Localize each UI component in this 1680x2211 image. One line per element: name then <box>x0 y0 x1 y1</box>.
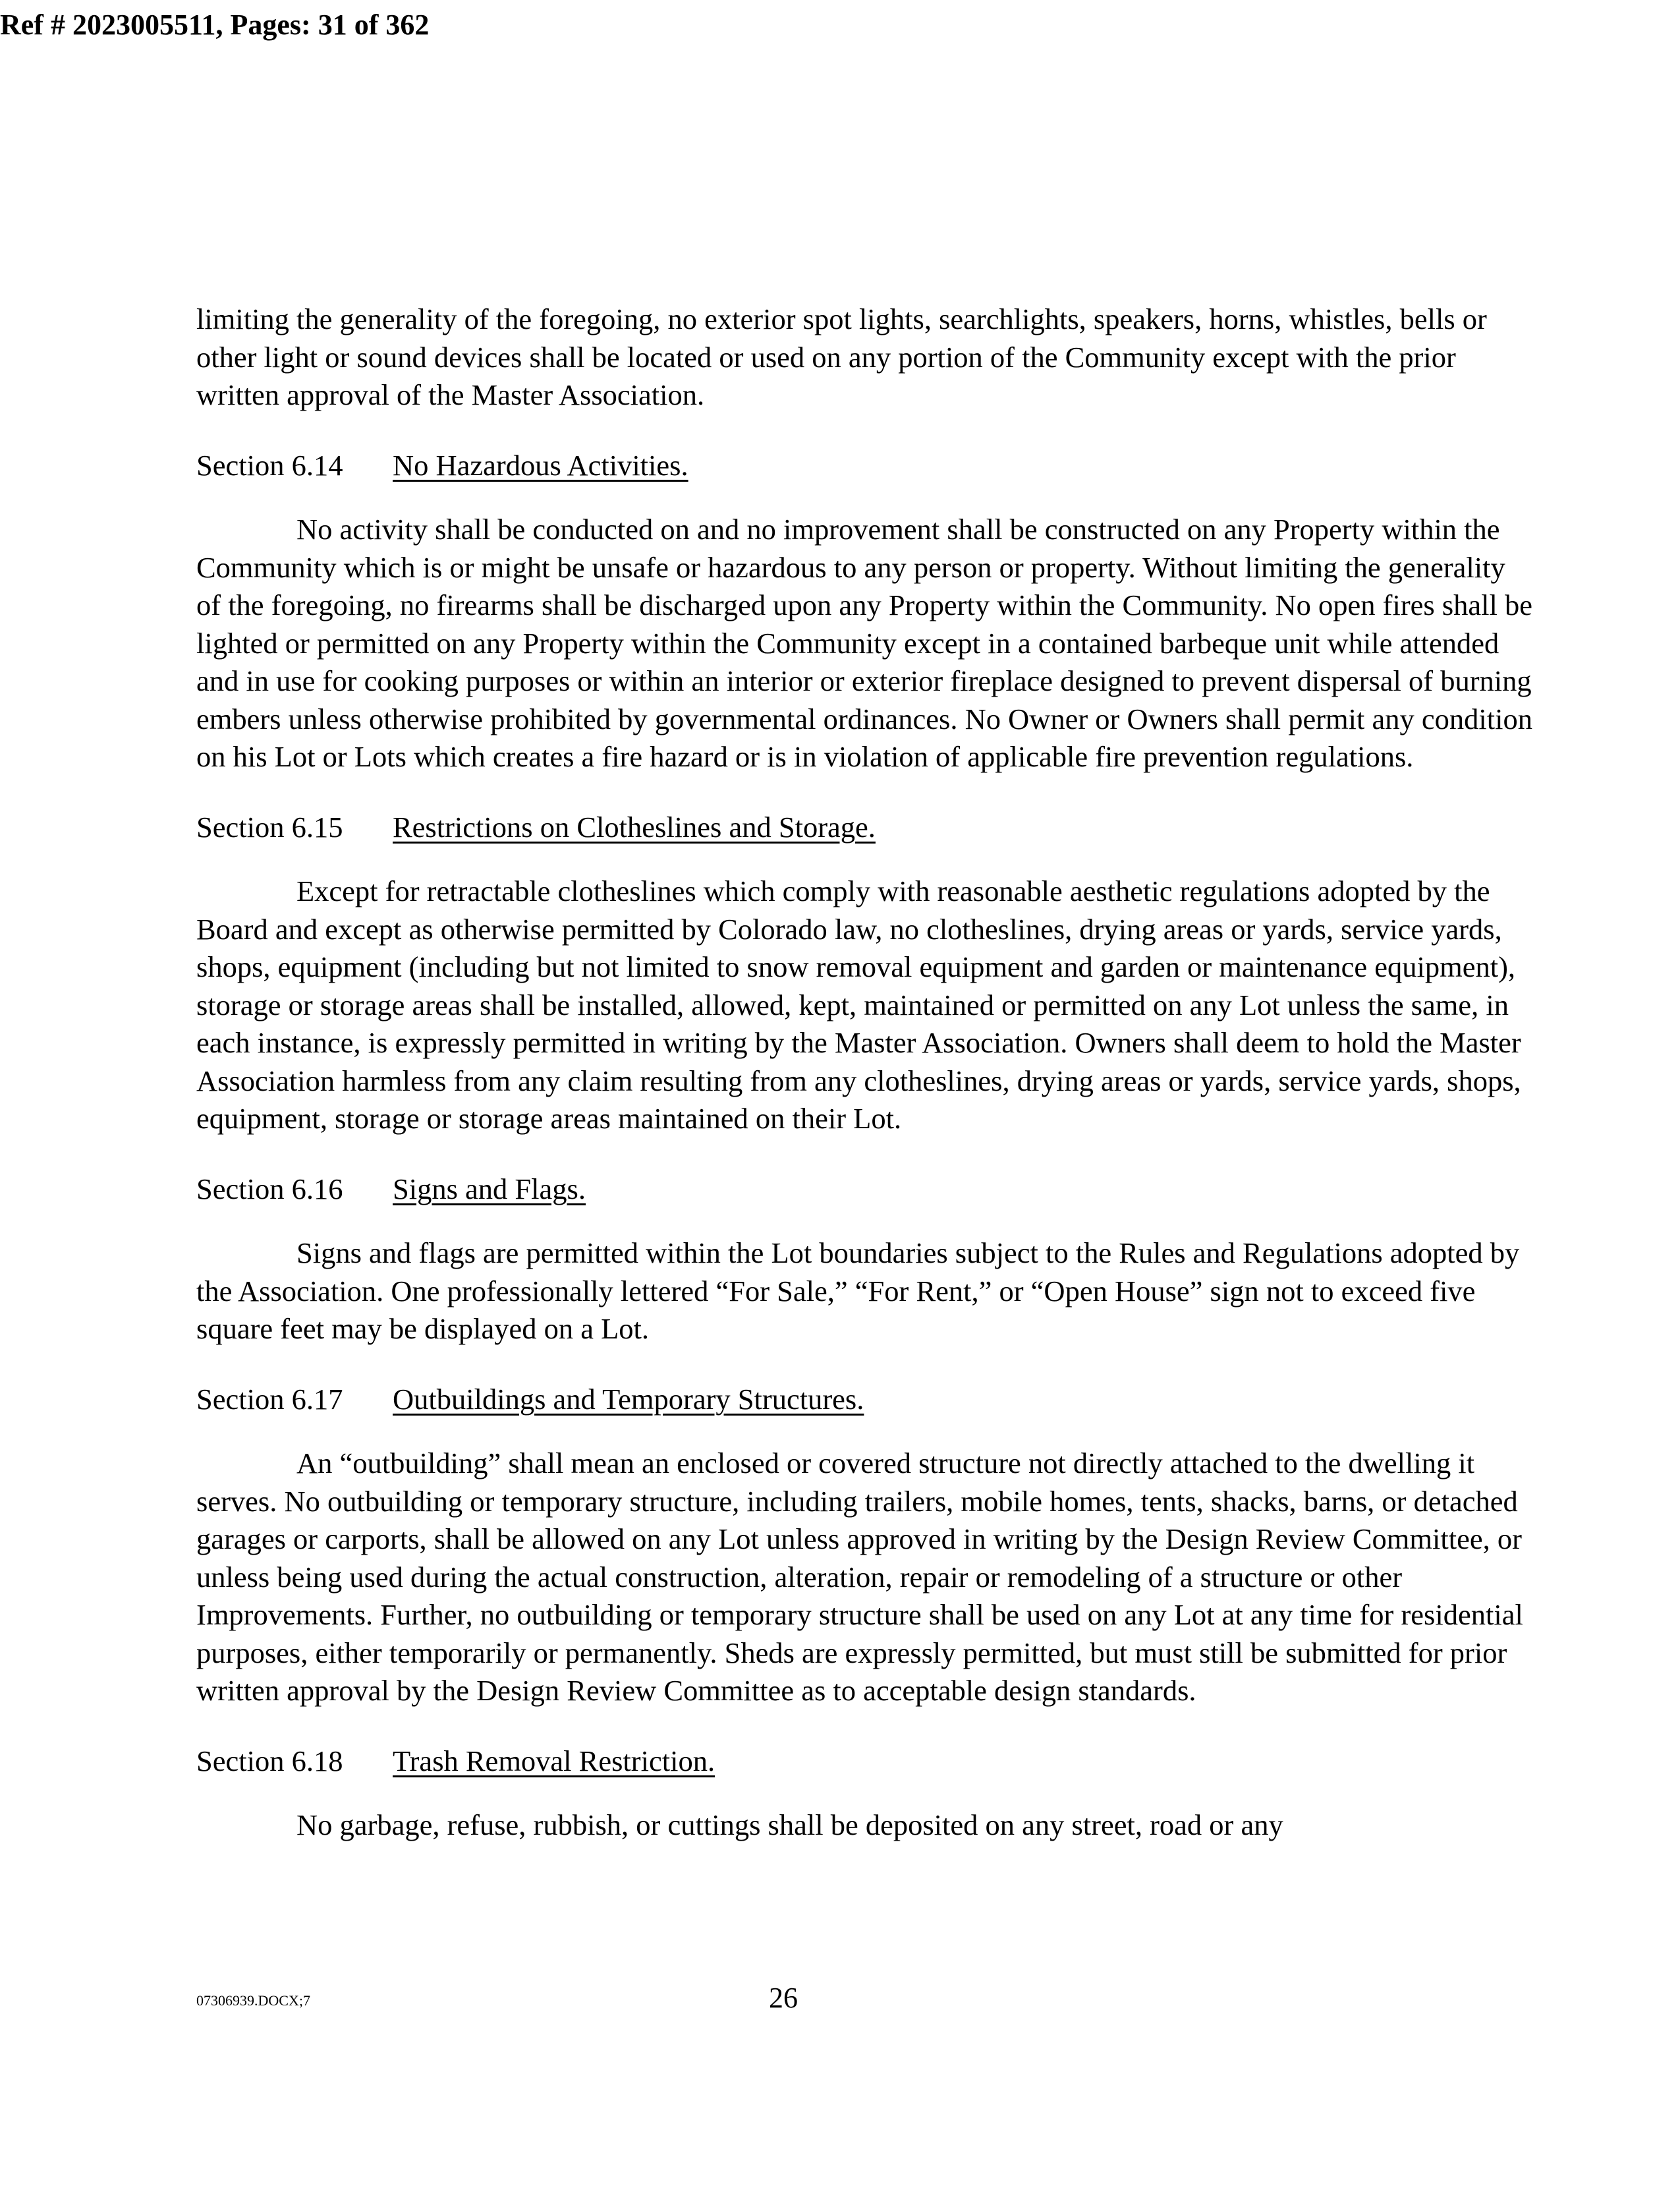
document-body <box>196 301 1534 1845</box>
section-6-16-text: Signs and flags are permitted within the Lot boundaries subject to the Rules and Regulations adopted by the Association. One professionally lettered “For Sale,” “For Rent,” or “Open House” sign not to exceed five square feet may be displayed on a Lot. <box>196 1236 1520 1345</box>
intro-paragraph: limiting the generality of the foregoing, no exterior spot lights, searchlights, speakers, horns, whistles, bells or other light or sound devices shall be located or used on any portion of the Community except with the prior written approval of the Master Association. <box>196 302 1487 411</box>
section-6-18-heading <box>196 1742 1534 1781</box>
section-title: Signs and Flags. <box>393 1172 586 1205</box>
section-number: Section 6.16 <box>196 1172 343 1205</box>
section-number: Section 6.17 <box>196 1382 343 1416</box>
section-title: Outbuildings and Temporary Structures. <box>393 1382 864 1416</box>
section-6-15-heading <box>196 809 1534 847</box>
section-6-14-text: No activity shall be conducted on and no improvement shall be constructed on any Property within the Community which is or might be unsafe or hazardous to any person or property. Without limiting the generality of the foregoing, no firearms shall be discharged upon any Property within the Community. No open fires shall be lighted or permitted on any Property within the Community except in a contained barbeque unit while attended and in use for cooking purposes or within an interior or exterior fireplace designed to prevent dispersal of burning embers unless otherwise prohibited by governmental ordinances. No Owner or Owners shall permit any condition on his Lot or Lots which creates a fire hazard or is in violation of applicable fire prevention regulations. <box>196 513 1533 773</box>
section-title: Trash Removal Restriction. <box>393 1744 715 1777</box>
document-id: 07306939.DOCX;7 <box>196 1992 310 2009</box>
section-number: Section 6.15 <box>196 810 343 844</box>
section-6-14-heading <box>196 447 1534 485</box>
section-6-16-heading <box>196 1170 1534 1209</box>
section-6-17-heading <box>196 1381 1534 1419</box>
section-number: Section 6.18 <box>196 1744 343 1777</box>
section-6-15-text: Except for retractable clotheslines which comply with reasonable aesthetic regulations adopted by the Board and except as otherwise permitted by Colorado law, no clotheslines, drying areas or yards, service yards, shops, equipment (including but not limited to snow removal equipment and garden or maintenance equipment), storage or storage areas shall be installed, allowed, kept, maintained or permitted on any Lot unless the same, in each instance, is expressly permitted in writing by the Master Association. Owners shall deem to hold the Master Association harmless from any claim resulting from any clotheslines, drying areas or yards, service yards, shops, equipment, storage or storage areas maintained on their Lot. <box>196 875 1521 1135</box>
section-6-18-text: No garbage, refuse, rubbish, or cuttings shall be deposited on any street, road or any <box>296 1808 1283 1841</box>
section-title: No Hazardous Activities. <box>393 448 688 482</box>
reference-header: Ref # 2023005511, Pages: 31 of 362 <box>0 9 430 41</box>
section-title: Restrictions on Clotheslines and Storage. <box>393 810 876 844</box>
section-number: Section 6.14 <box>196 448 343 482</box>
page-number: 26 <box>769 1982 798 2014</box>
section-6-17-text: An “outbuilding” shall mean an enclosed or covered structure not directly attached to the dwelling it serves. No outbuilding or temporary structure, including trailers, mobile homes, tents, shacks, barns, or detached garages or carports, shall be allowed on any Lot unless approved in writing by the Design Review Committee, or unless being used during the actual construction, alteration, repair or remodeling of a structure or other Improvements. Further, no outbuilding or temporary structure shall be used on any Lot at any time for residential purposes, either temporarily or permanently. Sheds are expressly permitted, but must still be submitted for prior written approval by the Design Review Committee as to acceptable design standards. <box>196 1447 1523 1707</box>
